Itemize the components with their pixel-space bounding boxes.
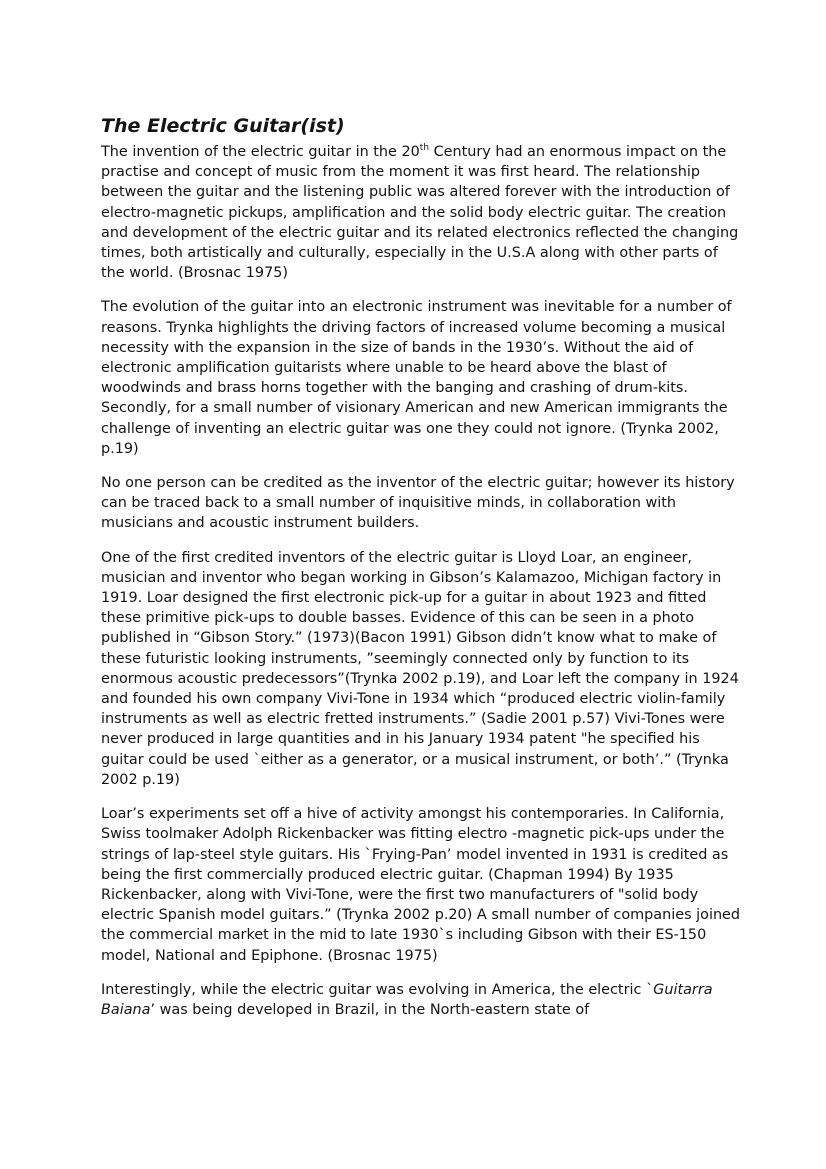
paragraph-1-text-b: Century had an enormous impact on the practise and concept of music from the moment it was first heard. The relationship between the guitar and the listening public was altered forever with the introduction of electro-magnetic pickups, amplification and the solid body electric guitar. The creation and development of the electric guitar and its related electronics reflected the changing times, both artistically and culturally, especially in the U.S.A along with other parts of the world. (Brosnac 1975) xyxy=(101,144,739,282)
paragraph-6-text-b: ’ was being developed in Brazil, in the North-eastern state of xyxy=(150,1001,590,1018)
paragraph-5: Loar’s experiments set off a hive of activity amongst his contemporaries. In California, Swiss toolmaker Adolph Rickenbacker was fitting electro -magnetic pick-ups under the strings of lap-steel style guitars. His `Frying-Pan’ model invented in 1931 is credited as being the first commercially produced electric guitar. (Chapman 1994) By 1935 Rickenbacker, along with Vivi-Tone, were the first two manufacturers of "solid body electric Spanish model guitars.” (Trynka 2002 p.20) A small number of companies joined the commercial market in the mid to late 1930`s including Gibson with their ES-150 model, National and Epiphone. (Brosnac 1975) xyxy=(101,806,741,964)
superscript-th: th xyxy=(419,143,430,153)
paragraph-6-text-a: Interestingly, while the electric guitar was evolving in America, the electric ` xyxy=(101,981,654,998)
paragraph-6 xyxy=(101,980,741,1020)
document-title: The Electric Guitar(ist) xyxy=(101,115,345,137)
paragraph-2: The evolution of the guitar into an electronic instrument was inevitable for a number of reasons. Trynka highlights the driving factors of increased volume becoming a musical necessity with the expansion in the size of bands in the 1930’s. Without the aid of electronic amplification guitarists where unable to be heard above the blast of woodwinds and brass horns together with the banging and crashing of drum-kits. Secondly, for a small number of visionary American and new American immigrants the challenge of inventing an electric guitar was one they could not ignore. (Trynka 2002, p.19) xyxy=(101,299,732,457)
document-page xyxy=(101,114,741,1034)
paragraph-4: One of the first credited inventors of the electric guitar is Lloyd Loar, an engineer, musician and inventor who began working in Gibson’s Kalamazoo, Michigan factory in 1919. Loar designed the first electronic pick-up for a guitar in about 1923 and fitted these primitive pick-ups to double basses. Evidence of this can be seen in a photo published in “Gibson Story.” (1973)(Bacon 1991) Gibson didn’t know what to make of these futuristic looking instruments, ”seemingly connected only by function to its enormous acoustic predecessors”(Trynka 2002 p.19), and Loar left the company in 1924 and founded his own company Vivi-Tone in 1934 which “produced electric violin-family instruments as well as electric fretted instruments.” (Sadie 2001 p.57) Vivi-Tones were never produced in large quantities and in his January 1934 patent "he specified his guitar could be used `either as a generator, or a musical instrument, or both’.” (Trynka 2002 p.19) xyxy=(101,549,739,788)
paragraph-3: No one person can be credited as the inventor of the electric guitar; however its history can be traced back to a small number of inquisitive minds, in collaboration with musicians and acoustic instrument builders. xyxy=(101,475,735,532)
paragraph-1-text-a: The invention of the electric guitar in the 20 xyxy=(101,144,420,160)
paragraph-1 xyxy=(101,142,741,283)
italic-term: Guitarra Baiana xyxy=(101,981,713,1018)
